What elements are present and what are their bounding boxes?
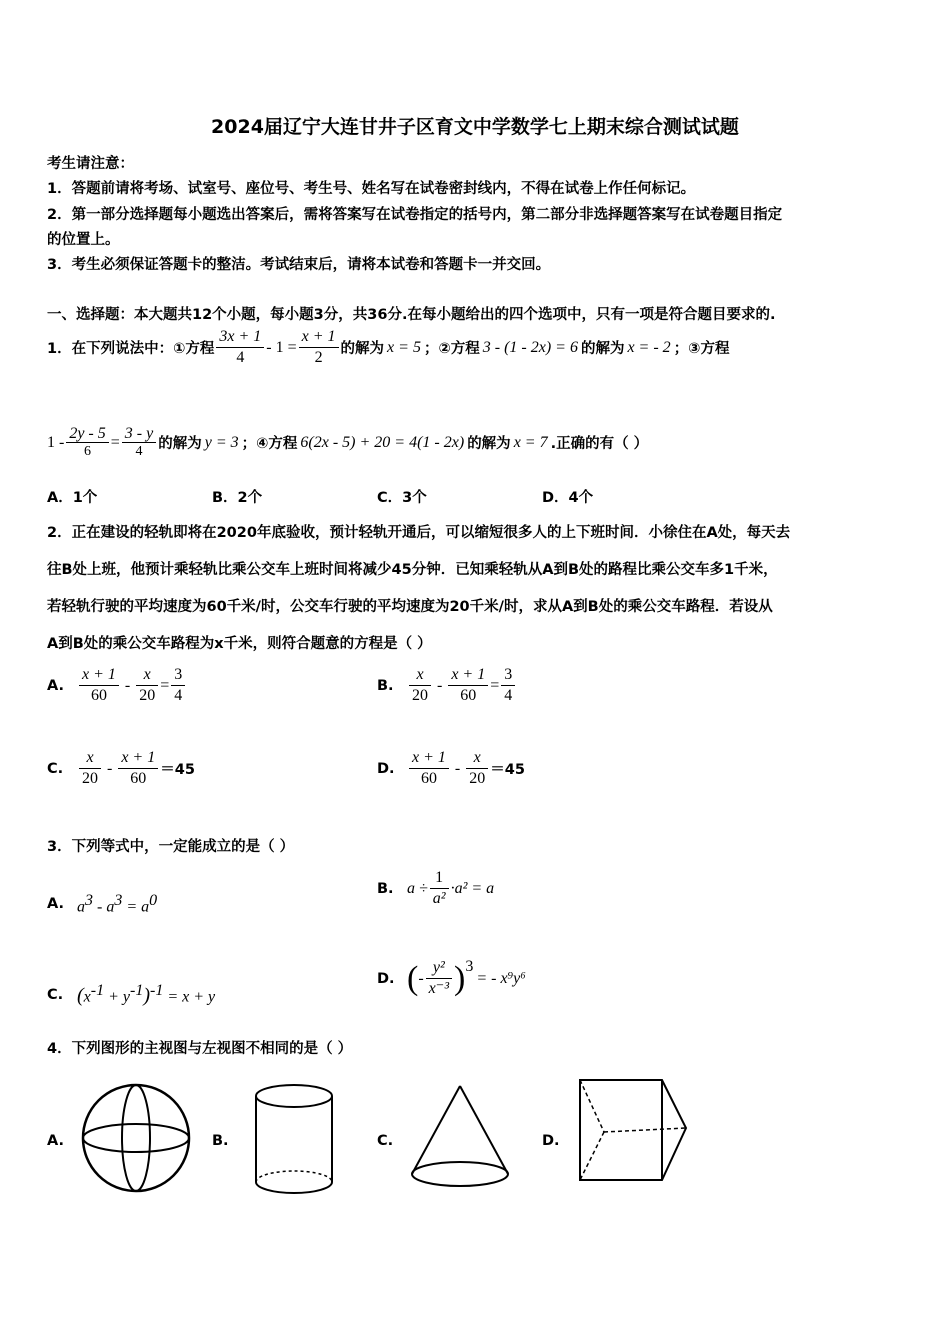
numerator: x + 1 — [299, 327, 339, 348]
option-label: A. — [47, 896, 64, 913]
option-c[interactable] — [47, 748, 195, 789]
q2-line: A到B处的乘公交车路程为x千米，则符合题意的方程是（ ） — [47, 636, 432, 652]
option-label: C. — [47, 986, 64, 1003]
text: ；③方程 — [673, 341, 730, 357]
fraction — [426, 958, 452, 999]
fraction — [79, 665, 119, 706]
operator: - — [124, 676, 131, 694]
option-c[interactable]: C. — [377, 1133, 394, 1149]
equation-part: = - x⁹y⁶ — [476, 969, 526, 987]
solution: x = 5 — [387, 338, 421, 356]
equation-part: ·a² = a — [450, 879, 495, 897]
denominator: 20 — [82, 770, 98, 787]
operator: - — [107, 759, 113, 777]
cylinder-figure — [250, 1082, 338, 1198]
option-label: B. — [377, 880, 394, 897]
notice-item: 3．考生必须保证答题卡的整洁。考试结束后，请将本试卷和答题卡一并交回。 — [47, 257, 551, 273]
question-1-line2 — [47, 425, 648, 460]
text: 的解为 — [340, 341, 385, 357]
option-label: A. — [47, 677, 64, 694]
numerator: x + 1 — [448, 665, 488, 686]
denominator: 20 — [139, 687, 156, 704]
text: 的解为 — [467, 436, 511, 452]
sphere-figure — [78, 1080, 194, 1196]
option-c[interactable]: C．3个 — [377, 490, 427, 506]
fraction — [409, 748, 449, 789]
operator: = — [160, 676, 170, 694]
equation: $(x^{-1} + y^{-1})^{-1} = x + y$ — [77, 982, 216, 1007]
q1-prefix: 1．在下列说法中：①方程 — [47, 341, 215, 357]
numerator: x — [136, 665, 158, 686]
option-label: D. — [377, 760, 395, 777]
fraction — [299, 327, 339, 368]
equation-tail: ＝45 — [160, 762, 195, 778]
denominator: 4 — [174, 687, 183, 704]
option-a[interactable]: A．1个 — [47, 490, 98, 506]
operator: = — [490, 676, 500, 694]
numerator: 2y - 5 — [66, 425, 108, 443]
denominator: 4 — [236, 349, 245, 366]
option-d[interactable]: D. — [542, 1133, 560, 1149]
page-title: 2024届辽宁大连甘井子区育文中学数学七上期末综合测试试题 — [211, 116, 739, 138]
solution: x = 7 — [513, 433, 548, 451]
option-b[interactable]: B. — [212, 1133, 229, 1149]
operator: - — [418, 969, 424, 987]
denominator: 4 — [135, 444, 143, 459]
section-heading: 一、选择题：本大题共12个小题，每小题3分，共36分.在每小题给出的四个选项中，只有一项是符合题目要求的. — [47, 307, 776, 323]
operator: - — [454, 759, 461, 777]
operator: - — [437, 676, 443, 694]
numerator: x + 1 — [118, 748, 158, 769]
equation-part: - 1 = — [266, 338, 297, 356]
option-b[interactable] — [377, 665, 517, 706]
text: 的解为 — [580, 341, 625, 357]
fraction — [122, 425, 156, 460]
notice-item: 2．第一部分选择题每小题选出答案后，需将答案写在试卷指定的括号内，第二部分非选择题答案写在试卷题目指定 — [47, 207, 783, 223]
numerator: 3x + 1 — [216, 327, 264, 348]
denominator: 60 — [90, 687, 107, 704]
option-label: C. — [47, 760, 64, 777]
numerator: x + 1 — [409, 748, 449, 769]
cone-figure — [404, 1082, 516, 1194]
q2-line: 若轻轨行驶的平均速度为60千米/时，公交车行驶的平均速度为20千米/时，求从A到B处的乘公交车路程．若设从 — [47, 599, 773, 615]
fraction — [79, 748, 101, 789]
numerator: x — [409, 665, 431, 686]
text: 的解为 — [158, 436, 202, 452]
denominator: a² — [432, 890, 446, 907]
fraction — [501, 665, 515, 706]
denominator: 60 — [420, 770, 437, 787]
fraction — [448, 665, 488, 706]
option-d[interactable]: D．4个 — [542, 490, 594, 506]
text: ；④方程 — [241, 436, 298, 452]
solution: x = - 2 — [627, 338, 671, 356]
denominator: 60 — [130, 770, 147, 787]
equation-part: 1 - — [47, 433, 65, 451]
fraction — [66, 425, 108, 460]
equation: $a^3 - a^3 = a^0$ — [77, 892, 158, 916]
option-a[interactable] — [47, 892, 157, 916]
notice-item: 的位置上。 — [47, 232, 120, 248]
option-label: B. — [377, 677, 394, 694]
numerator: x — [79, 748, 101, 769]
denominator: 2 — [314, 349, 323, 366]
numerator: 3 — [171, 665, 185, 686]
denominator: 20 — [469, 770, 486, 787]
text: .正确的有（ ） — [550, 436, 649, 452]
numerator: 3 — [501, 665, 515, 686]
option-b[interactable] — [377, 868, 494, 909]
q4-stem: 4．下列图形的主视图与左视图不相同的是（ ） — [47, 1041, 353, 1057]
option-a[interactable]: A. — [47, 1133, 64, 1149]
numerator: 3 - y — [122, 425, 156, 443]
notice-item: 1．答题前请将考场、试室号、座位号、考生号、姓名写在试卷密封线内，不得在试卷上作任何标记。 — [47, 181, 696, 197]
question-1-line1 — [47, 327, 729, 368]
fraction — [118, 748, 158, 789]
fraction — [466, 748, 488, 789]
option-a[interactable] — [47, 665, 187, 706]
equation-part: = — [110, 433, 120, 451]
prism-figure — [574, 1076, 692, 1188]
numerator: x + 1 — [79, 665, 119, 686]
denominator: 20 — [412, 687, 428, 704]
fraction — [171, 665, 185, 706]
option-c[interactable] — [47, 982, 215, 1007]
option-label: D. — [377, 970, 395, 987]
q2-line: 往B处上班，他预计乘轻轨比乘公交车上班时间将减少45分钟．已知乘轻轨从A到B处的路程比乘公交车多1千米， — [47, 562, 778, 578]
q3-stem: 3．下列等式中，一定能成立的是（ ） — [47, 839, 295, 855]
solution: y = 3 — [204, 433, 239, 451]
option-b[interactable]: B．2个 — [212, 490, 263, 506]
notice-heading: 考生请注意： — [47, 156, 134, 172]
text: ；②方程 — [423, 341, 480, 357]
equation-tail: ＝45 — [490, 762, 525, 778]
fraction — [216, 327, 264, 368]
denominator: 6 — [84, 444, 92, 459]
option-d[interactable] — [377, 748, 525, 789]
denominator: 60 — [460, 687, 477, 704]
option-d[interactable]: D. ( - $\frac{\text{y²}}{\text{x⁻³}}$ ) 3 = - x⁹y⁶ — [377, 958, 526, 997]
equation-part: a ÷ — [407, 879, 428, 897]
equation: 6(2x - 5) + 20 = 4(1 - 2x) — [300, 433, 465, 451]
fraction — [430, 868, 449, 909]
q2-line: 2．正在建设的轻轨即将在2020年底验收，预计轻轨开通后，可以缩短很多人的上下班时间．小徐住在A处，每天去 — [47, 525, 791, 541]
fraction — [409, 665, 431, 706]
numerator: y² — [426, 958, 452, 979]
numerator: 1 — [430, 868, 449, 889]
fraction — [136, 665, 158, 706]
equation: 3 - (1 - 2x) = 6 — [482, 338, 578, 356]
denominator: 4 — [504, 687, 513, 704]
denominator: x⁻³ — [428, 980, 449, 997]
numerator: x — [466, 748, 488, 769]
